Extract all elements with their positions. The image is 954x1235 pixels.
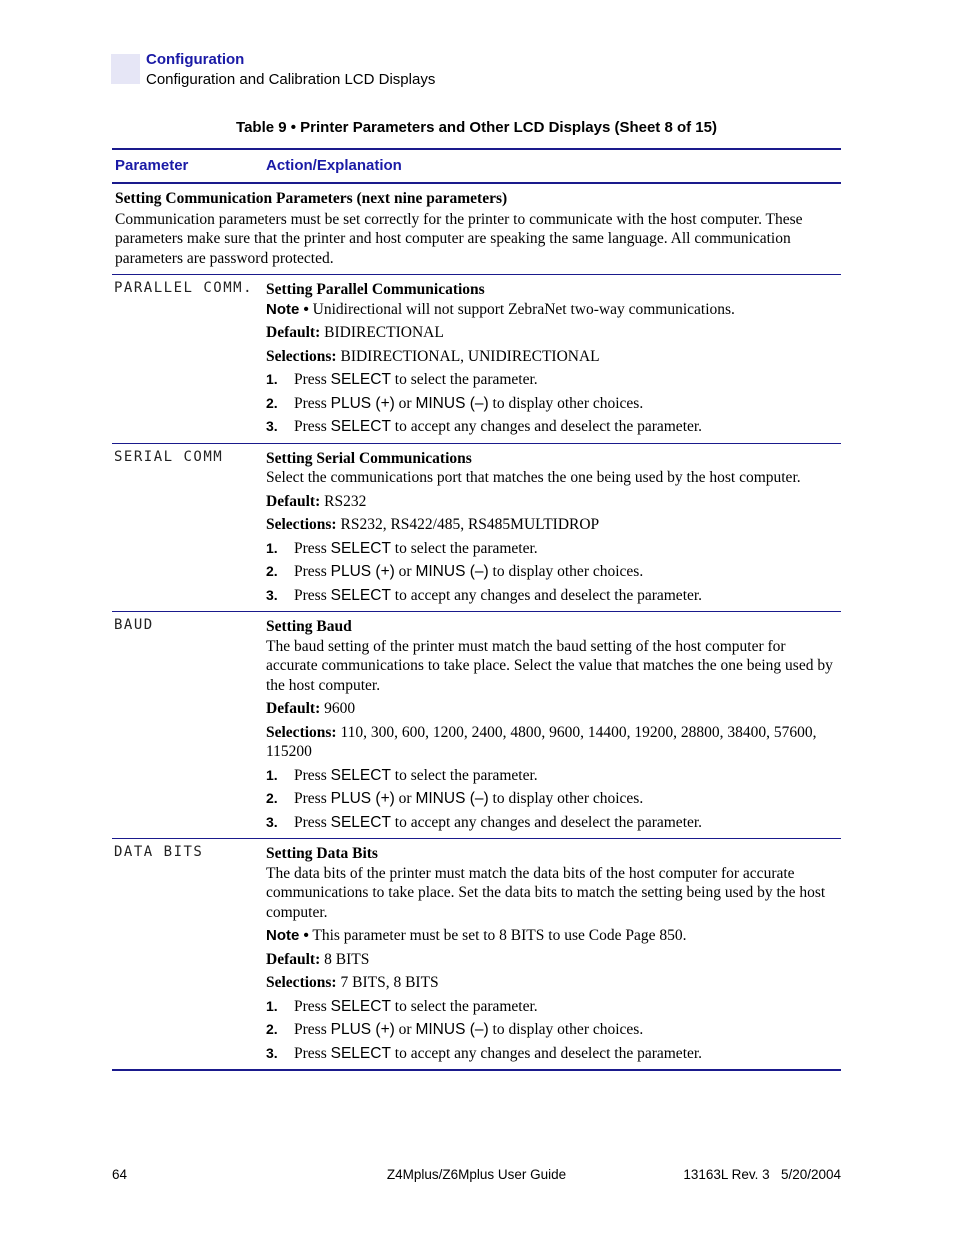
row-description: Select the communications port that matches the one being used by the host computer.: [266, 469, 801, 486]
lcd-display-name: BAUD: [114, 617, 154, 633]
revision-date: 13163L Rev. 3 5/20/2004: [683, 1167, 841, 1182]
row-default: Default: 9600: [266, 700, 356, 717]
row-default: Default: RS232: [266, 492, 367, 510]
row-selections: Selections: RS232, RS422/485, RS485MULTIDROP: [266, 516, 600, 533]
row-selections: Selections: 110, 300, 600, 1200, 2400, 4800, 9600, 14400, 19200, 28800, 38400, 57600, 115200: [266, 723, 817, 760]
row-title: Setting Serial Communications: [266, 449, 472, 467]
step-3: 3. Press SELECT to accept any changes and deselect the parameter.: [266, 586, 703, 604]
intro-text: Communication parameters must be set correctly for the printer to communicate with the host computer. These parameters make sure that the printer and host computer are speaking the same language. All communication parameters are password protected.: [115, 210, 803, 267]
column-header-action: Action/Explanation: [266, 157, 402, 174]
step-3: 3. Press SELECT to accept any changes and deselect the parameter.: [266, 813, 703, 831]
step-2: 2. Press PLUS (+) or MINUS (–) to display other choices.: [266, 394, 644, 412]
row-title: Setting Data Bits: [266, 845, 378, 862]
table-row-parallel-comm: [112, 275, 841, 443]
section-title: Configuration: [146, 51, 245, 68]
row-selections: Selections: 7 BITS, 8 BITS: [266, 974, 439, 991]
row-explanation: [266, 449, 841, 606]
step-1: 1. Press SELECT to select the parameter.: [266, 997, 538, 1015]
column-header-parameter: Parameter: [115, 157, 189, 174]
row-title: Setting Baud: [266, 618, 352, 635]
parameter-table: [112, 148, 841, 1071]
section-subtitle: Configuration and Calibration LCD Displays: [146, 71, 436, 88]
row-note: Note • This parameter must be set to 8 BITS to use Code Page 850.: [266, 927, 687, 944]
lcd-display-name: SERIAL COMM: [114, 448, 224, 465]
row-note: Note • Unidirectional will not support ZebraNet two-way communications.: [266, 300, 735, 318]
header-tab-marker: [111, 54, 140, 84]
row-explanation: [266, 617, 841, 832]
row-default: Default: 8 BITS: [266, 950, 370, 968]
table-header-row: [112, 150, 841, 182]
step-1: 1. Press SELECT to select the parameter.: [266, 539, 538, 557]
row-description: The baud setting of the printer must match the baud setting of the host computer for accurate communications to take place. Select the value that matches the one being used by the host computer.: [266, 637, 833, 694]
table-bottom-rule: [112, 1069, 841, 1071]
step-1: 1. Press SELECT to select the parameter.: [266, 766, 538, 784]
lcd-display-name: PARALLEL COMM.: [114, 280, 254, 296]
step-2: 2. Press PLUS (+) or MINUS (–) to display other choices.: [266, 790, 644, 807]
step-3: 3. Press SELECT to accept any changes and deselect the parameter.: [266, 418, 703, 435]
lcd-display-name: DATA BITS: [114, 844, 204, 860]
row-default: Default: BIDIRECTIONAL: [266, 324, 444, 341]
intro-title: Setting Communication Parameters (next nine parameters): [115, 190, 508, 207]
row-explanation: [266, 844, 841, 1063]
table-row-baud: [112, 612, 841, 838]
guide-title: Z4Mplus/Z6Mplus User Guide: [386, 1167, 567, 1182]
intro-row: [112, 184, 841, 274]
step-3: 3. Press SELECT to accept any changes and deselect the parameter.: [266, 1044, 703, 1062]
row-explanation: [266, 280, 841, 437]
row-selections: Selections: BIDIRECTIONAL, UNIDIRECTIONAL: [266, 347, 600, 365]
step-2: 2. Press PLUS (+) or MINUS (–) to display other choices.: [266, 1021, 644, 1038]
page-number: 64: [112, 1167, 128, 1182]
step-2: 2. Press PLUS (+) or MINUS (–) to display other choices.: [266, 563, 644, 580]
table-caption: Table 9 • Printer Parameters and Other LCD Displays (Sheet 8 of 15): [236, 119, 717, 136]
row-title: Setting Parallel Communications: [266, 281, 485, 298]
table-row-data-bits: [112, 839, 841, 1069]
step-1: 1. Press SELECT to select the parameter.: [266, 371, 538, 388]
row-description: The data bits of the printer must match the data bits of the host computer for accurate communications to take place. Set the data bits to match the setting being used by the host computer.: [266, 864, 826, 921]
table-row-serial-comm: [112, 444, 841, 612]
